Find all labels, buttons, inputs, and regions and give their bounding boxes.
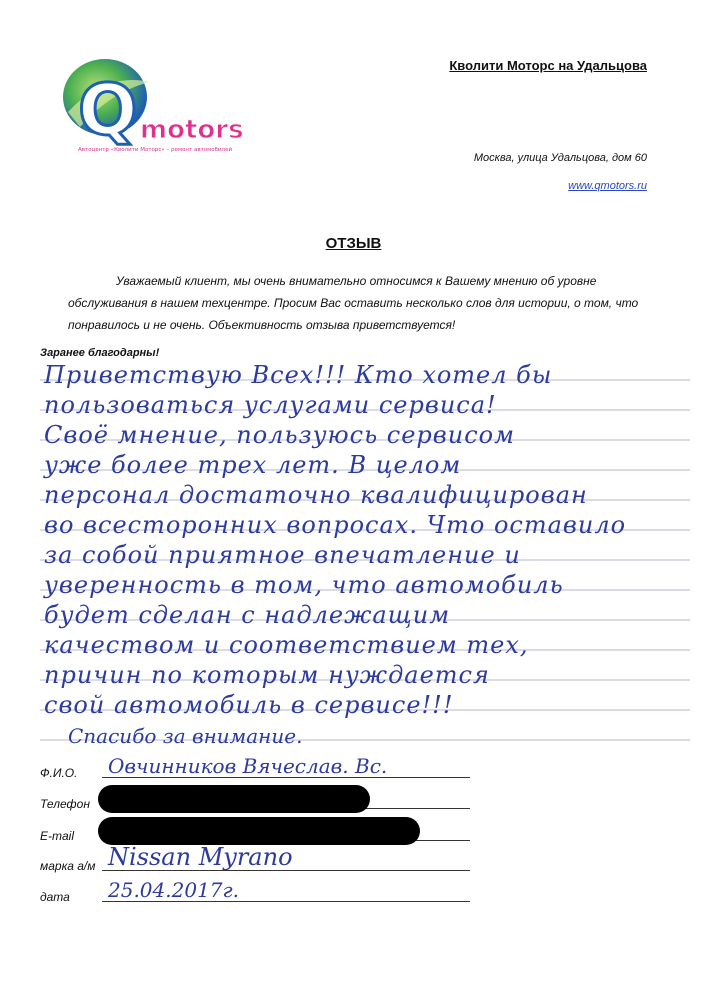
- handwritten-line: за собой приятное впечатление и: [44, 541, 521, 569]
- date-value: 25.04.2017г.: [108, 878, 239, 902]
- handwritten-line: персонал достаточно квалифицирован: [44, 481, 588, 509]
- handwritten-line: будет сделан с надлежащим: [44, 601, 451, 629]
- handwritten-line: во всесторонних вопросах. Что оставило: [44, 511, 627, 539]
- car-label: марка а/м: [40, 859, 96, 873]
- handwritten-line: свой автомобиль в сервисе!!!: [44, 691, 454, 719]
- handwritten-line: качеством и соответствием тех,: [44, 631, 529, 659]
- car-value: Nissan Myrano: [108, 843, 293, 871]
- handwritten-review: [44, 360, 704, 720]
- logo-wordmark: motors: [140, 115, 244, 145]
- logo-tagline: Автоцентр «Кволити Моторс» – ремонт автомобилей: [78, 147, 233, 153]
- phone-label: Телефон: [40, 797, 90, 811]
- thanks-line: Заранее благодарны!: [40, 347, 160, 359]
- field-full-name: [40, 752, 660, 782]
- logo-q-letter: Q: [78, 69, 138, 151]
- intro-paragraph: Уважаемый клиент, мы очень внимательно относимся к Вашему мнению об уровне обслуживания в нашем техцентре. Просим Вас оставить несколько слов для истории, о том, что понравилось и не очень. Объективность отзыва приветствуется!: [68, 274, 639, 332]
- company-name: Кволити Моторс на Удальцова: [449, 58, 647, 73]
- handwritten-closing: Спасибо за внимание.: [68, 724, 303, 748]
- company-website-link[interactable]: www.qmotors.ru: [568, 180, 647, 192]
- company-address: Москва, улица Удальцова, дом 60: [473, 152, 647, 164]
- document-title: ОТЗЫВ: [325, 235, 382, 252]
- handwritten-line: Своё мнение, пользуюсь сервисом: [44, 421, 516, 449]
- handwritten-line: пользоваться услугами сервиса!: [44, 391, 497, 419]
- name-label: Ф.И.О.: [40, 766, 78, 780]
- email-redaction: [98, 817, 420, 845]
- date-label: дата: [40, 890, 70, 904]
- name-value: Овчинников Вячеслав. Вс.: [108, 754, 388, 778]
- handwritten-line: причин по которым нуждается: [44, 661, 490, 689]
- email-label: E-mail: [40, 829, 75, 843]
- handwritten-line: уверенность в том, что автомобиль: [44, 571, 564, 599]
- handwritten-line: уже более трех лет. В целом: [44, 451, 462, 479]
- handwritten-line: Приветствую Всех!!! Кто хотел бы: [44, 361, 553, 389]
- field-car-brand: [40, 845, 660, 875]
- field-date: [40, 876, 660, 906]
- qmotors-logo: [50, 52, 250, 162]
- phone-redaction: [98, 785, 370, 813]
